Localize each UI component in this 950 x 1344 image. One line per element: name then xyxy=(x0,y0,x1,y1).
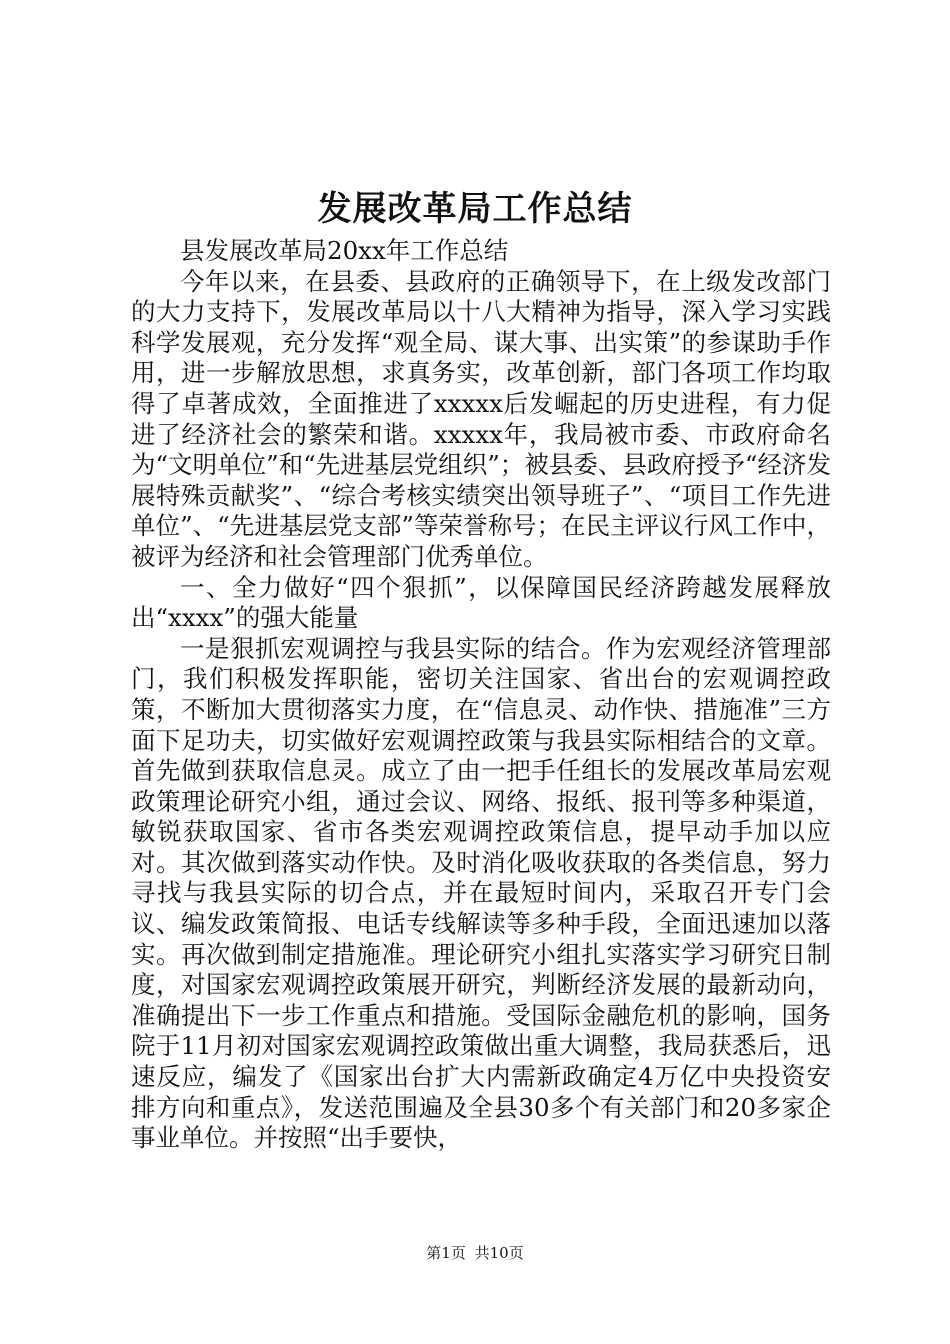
paragraph-section-heading: 一、全力做好“四个狠抓”，以保障国民经济跨越发展释放出“xxxx”的强大能量 xyxy=(131,572,831,633)
paragraph-subtitle: 县发展改革局20xx年工作总结 xyxy=(180,236,509,265)
paragraph-body: 一是狠抓宏观调控与我县实际的结合。作为宏观经济管理部门，我们积极发挥职能，密切关注国家、省出台的宏观调控政策，不断加大贯彻落实力度，在“信息灵、动作快、措施准”三方面下足功夫，切实做好宏观调控政策与我县实际相结合的文章。首先做到获取信息灵。成立了由一把手任组长的发展改革局宏观政策理论研究小组，通过会议、网络、报纸、报刊等多种渠道，敏锐获取国家、省市各类宏观调控政策信息，提早动手加以应对。其次做到落实动作快。及时消化吸收获取的各类信息，努力寻找与我县实际的切合点，并在最短时间内，采取召开专门会议、编发政策简报、电话专线解读等多种手段，全面迅速加以落实。再次做到制定措施准。理论研究小组扎实落实学习研究日制度，对国家宏观调控政策展开研究，判断经济发展的最新动向，准确提出下一步工作重点和措施。受国际金融危机的影响，国务院于11月初对国家宏观调控政策做出重大调整，我局获悉后，迅速反应，编发了《国家出台扩大内需新政确定4万亿中央投资安排方向和重点》，发送范围遍及全县30多个有关部门和20多家企事业单位。并按照“出手要快， xyxy=(131,633,831,1153)
paragraph-intro: 今年以来，在县委、县政府的正确领导下，在上级发改部门的大力支持下，发展改革局以十八大精神为指导，深入学习实践科学发展观，充分发挥“观全局、谋大事、出实策”的参谋助手作用，进一步解放思想，求真务实，改革创新，部门各项工作均取得了卓著成效，全面推进了xxxxx后发崛起的历史进程，有力促进了经济社会的繁荣和谐。xxxxx年，我局被市委、市政府命名为“文明单位”和“先进基层党组织”；被县委、县政府授予“经济发展特殊贡献奖”、“综合考核实绩突出领导班子”、“项目工作先进单位”、“先进基层党支部”等荣誉称号；在民主评议行风工作中，被评为经济和社会管理部门优秀单位。 xyxy=(131,266,831,571)
page-number: 第1页 xyxy=(426,1244,466,1262)
page-footer xyxy=(0,1243,950,1263)
page-total: 共10页 xyxy=(474,1244,524,1262)
document-body xyxy=(131,236,831,1154)
document-title: 发展改革局工作总结 xyxy=(317,189,633,229)
